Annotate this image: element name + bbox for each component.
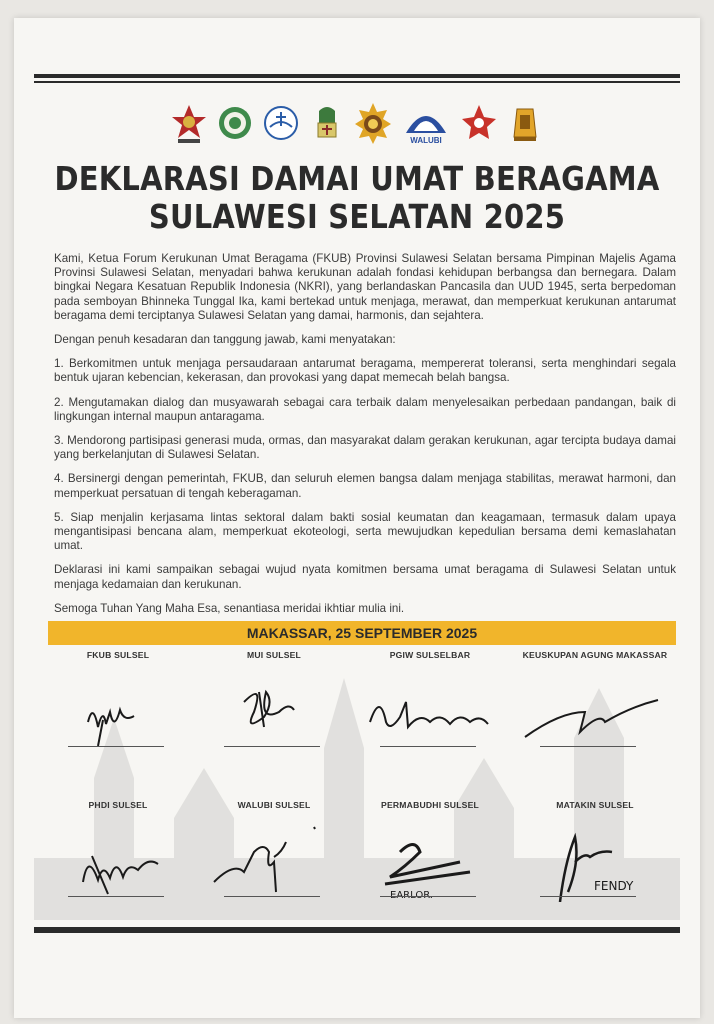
- point-3: 3. Mendorong partisipasi generasi muda, ormas, dan masyarakat dalam gerakan kerukunan, agar tercipta budaya damai yang berkelanjutan di Sulawesi Selatan.: [54, 434, 676, 462]
- mui-logo: [216, 101, 254, 145]
- prayer-paragraph: Semoga Tuhan Yang Maha Esa, senantiasa meridai ikhtiar mulia ini.: [54, 601, 405, 615]
- point-4: 4. Bersinergi dengan pemerintah, FKUB, dan seluruh elemen bangsa dalam menjaga stabilitas, merawat harmoni, dan memperkuat persatuan di tengah keberagaman.: [54, 472, 676, 500]
- bottom-divider: [34, 924, 680, 933]
- signatory-name: PGIW SULSELBAR: [389, 650, 471, 660]
- signature-block-walubi: [194, 800, 354, 910]
- religious-organization-logos: [14, 88, 700, 158]
- signature-keuskupan: [520, 672, 660, 752]
- signature-block-fkub: [38, 650, 198, 760]
- point-1: 1. Berkomitmen untuk menjaga persaudaraan antarumat beragama, mempererat toleransi, serta menghindari segala bentuk ujaran kebencian, kekerasan, dan provokasi yang dapat memecah belah bangsa.: [54, 357, 676, 385]
- signature-block-phdi: [38, 800, 198, 910]
- pgi-logo: [262, 101, 300, 145]
- lead-paragraph: Dengan penuh kesadaran dan tanggung jawab, kami menyatakan:: [54, 333, 396, 347]
- matakin-logo: [506, 101, 544, 145]
- signatory-name: MUI SULSEL: [246, 650, 302, 660]
- closing-paragraph: Deklarasi ini kami sampaikan sebagai wujud nyata komitmen bersama umat beragama di Sulawesi Selatan untuk menjaga kedamaian dan kerukunan.: [54, 563, 676, 591]
- signatory-name: WALUBI SULSEL: [237, 800, 311, 810]
- signature-phdi: [48, 822, 188, 902]
- signatory-name: PERMABUDHI SULSEL: [381, 800, 479, 810]
- signature-mui: [204, 672, 344, 752]
- signature-block-permabudhi: [350, 800, 510, 910]
- intro-paragraph: Kami, Ketua Forum Kerukunan Umat Beragama (FKUB) Provinsi Sulawesi Selatan bersama Pimpinan Majelis Agama Provinsi Sulawesi Selatan, menyadari bahwa kerukunan adalah fondasi kehidupan berbangsa dan bernegara. Dalam bingkai Negara Kesatuan Republik Indonesia (NKRI), yang berlandaskan Pancasila dan UUD 1945, serta berpedoman pada semboyan Bhinneka Tunggal Ika, kami bertekad untuk menjaga, merawat, dan memperkuat kerukunan antarumat beragama demi terciptanya Sulawesi Selatan yang damai, harmonis, dan sejahtera.: [54, 252, 676, 322]
- walubi-logo: [400, 101, 452, 145]
- signature-matakin: [520, 822, 660, 902]
- point-5: 5. Siap menjalin kerjasama lintas sektoral dalam bakti sosial keumatan dan keagamaan, termasuk dalam upaya mengantisipasi bencana alam, memperkuat ekoteologi, serta mewujudkan kepedulian bersama demi kemaslahatan umat.: [54, 510, 676, 553]
- hindu-logo: [460, 101, 498, 145]
- buddhist-logo: [354, 101, 392, 145]
- signature-fkub: [48, 672, 188, 752]
- signature-handwriting: FENDY: [594, 879, 634, 893]
- signature-permabudhi: [360, 822, 500, 902]
- signature-walubi: [204, 822, 344, 902]
- emblem-logo: [170, 101, 208, 145]
- walubi-logo-text: WALUBI: [410, 136, 442, 145]
- church-logo: [308, 101, 346, 145]
- signature-pgiw: [360, 672, 500, 752]
- signature-block-matakin: [510, 800, 680, 910]
- date-banner: MAKASSAR, 25 SEPTEMBER 2025: [48, 621, 676, 645]
- point-2: 2. Mengutamakan dialog dan musyawarah sebagai cara terbaik dalam menyelesaikan perbedaan pandangan, baik di lingkungan internal maupun antaragama.: [54, 395, 676, 423]
- signatory-name: FKUB SULSEL: [86, 650, 150, 660]
- title-line-1: DEKLARASI DAMAI UMAT BERAGAMA: [54, 159, 660, 198]
- signatory-name: PHDI SULSEL: [88, 800, 148, 810]
- signatory-name: KEUSKUPAN AGUNG MAKASSAR: [522, 650, 668, 660]
- declaration-body: [54, 252, 676, 626]
- document-title: [14, 160, 700, 236]
- signature-block-mui: [194, 650, 354, 760]
- signature-block-pgiw: [350, 650, 510, 760]
- top-divider: [34, 74, 680, 83]
- signatory-name: MATAKIN SULSEL: [556, 800, 634, 810]
- title-line-2: SULAWESI SELATAN 2025: [148, 198, 566, 237]
- signature-block-keuskupan: [510, 650, 680, 760]
- declaration-document: [14, 18, 700, 1018]
